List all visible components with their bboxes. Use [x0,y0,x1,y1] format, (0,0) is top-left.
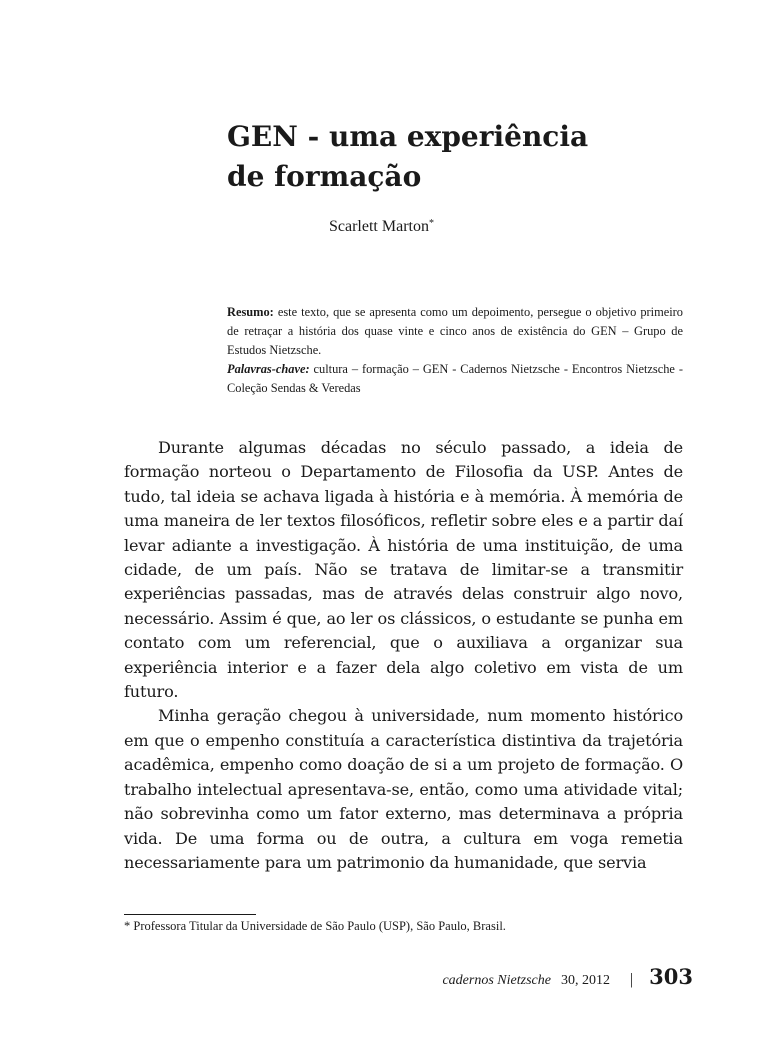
footnote-divider [124,914,256,915]
article-title-line-1: GEN - uma experiência [227,120,589,153]
journal-name: cadernos Nietzsche [442,973,551,988]
abstract-block [227,303,683,398]
author-byline [329,217,434,237]
author-footnote-mark: * [428,218,434,229]
abstract-resumo [227,303,683,360]
footnote: * Professora Titular da Universidade de São Paulo (USP), São Paulo, Brasil. [124,919,506,933]
body-paragraph-2: Minha geração chegou à universidade, num momento histórico em que o empenho constituía a característica distintiva da trajetória acadêmica, empenho como doação de si a um projeto de formação. O trabalho intelectual apresentava-se, então, como uma atividade vital; não sobrevinha como um fator externo, mas determinava a própria vida. De uma forma ou de outra, a cultura em voga remetia necessariamente para um patrimonio da humanidade, que servia [124,706,683,872]
article-body [124,436,683,875]
keywords-label: Palavras-chave: [227,362,310,376]
running-footer [442,964,693,989]
footer-separator: | [629,971,634,988]
abstract-keywords [227,360,683,398]
abstract-label: Resumo: [227,305,274,319]
page-number: 303 [649,964,693,989]
article-title [227,117,687,197]
keywords-text: cultura – formação – GEN - Cadernos Nietzsche - Encontros Nietzsche - Coleção Sendas & Veredas [227,362,683,395]
article-title-line-2: de formação [227,160,422,193]
volume-year: 30, 2012 [560,973,610,988]
body-paragraph-1: Durante algumas décadas no século passado, a ideia de formação norteou o Departamento de Filosofia da USP. Antes de tudo, tal ideia se achava ligada à história e à memória. À memória de uma maneira de ler textos filosóficos, refletir sobre eles e a partir daí levar adiante a investigação. À história de uma instituição, de uma cidade, de um país. Não se tratava de limitar-se a transmitir experiências passadas, mas de através delas construir algo novo, necessário. Assim é que, ao ler os clássicos, o estudante se punha em contato com um referencial, que o auxiliava a organizar sua experiência interior e a fazer dela algo coletivo em vista de um futuro. [124,438,683,702]
author-name: Scarlett Marton [329,218,429,235]
abstract-text: este texto, que se apresenta como um depoimento, persegue o objetivo primeiro de retraçar a história dos quase vinte e cinco anos de existência do GEN – Grupo de Estudos Nietzsche. [227,305,683,357]
